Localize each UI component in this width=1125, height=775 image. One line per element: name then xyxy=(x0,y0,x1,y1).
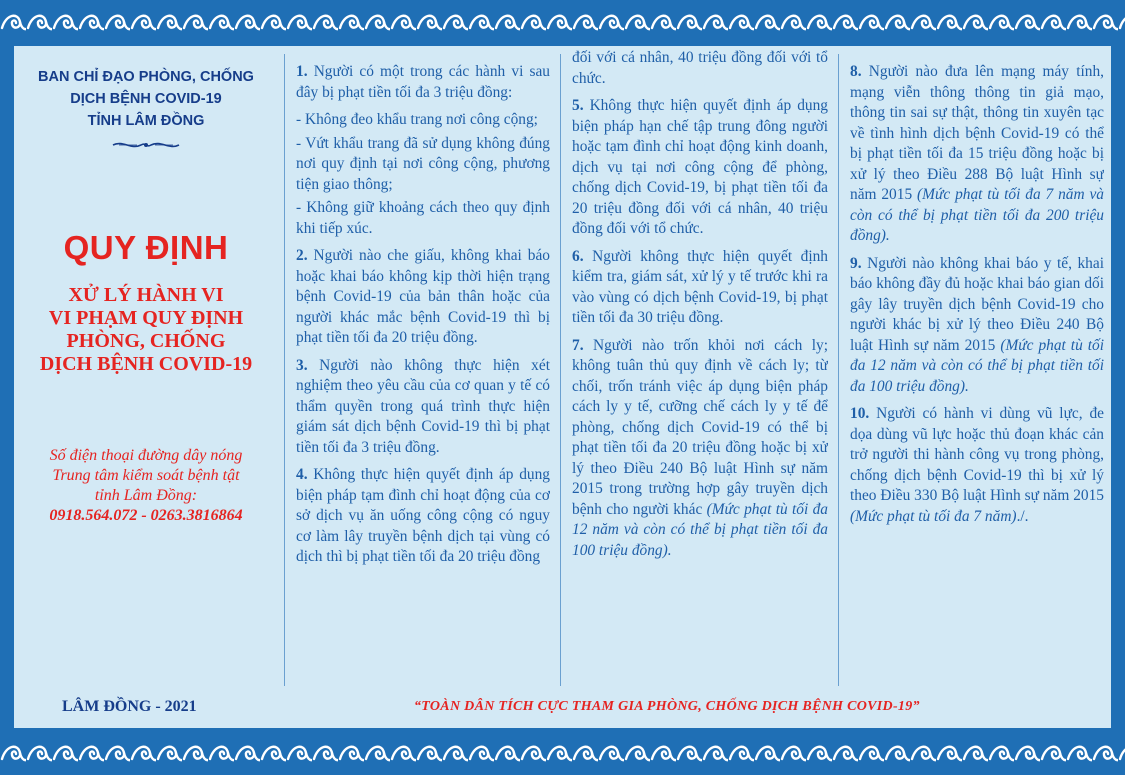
rule-1 xyxy=(296,62,550,103)
organization-heading xyxy=(14,66,278,132)
organization-line-1: BAN CHỈ ĐẠO PHÒNG, CHỐNG xyxy=(38,69,254,85)
rule-6 xyxy=(572,247,828,329)
rules-column-3 xyxy=(850,62,1104,682)
rule-text: Người nào không khai báo y tế, khai báo không đầy đủ hoặc khai báo gian dối gây lây truyền dịch bệnh Covid-19 cho người khác bị xử lý theo Điều 240 Bộ luật Hình sự năm 2015 xyxy=(850,254,1104,354)
footer-slogan: “TOÀN DÂN TÍCH CỰC THAM GIA PHÒNG, CHỐNG DỊCH BỆNH COVID-19” xyxy=(414,699,920,714)
page-subtitle xyxy=(14,284,278,376)
left-column xyxy=(14,46,278,686)
rule-number: 3. xyxy=(296,356,308,374)
column-divider xyxy=(560,54,561,686)
rule-note: (Mức phạt tù tối đa 7 năm) xyxy=(850,507,1017,525)
rule-number: 10. xyxy=(850,405,870,422)
rule-end-mark: ./. xyxy=(1016,507,1029,525)
rule-text: Không thực hiện quyết định áp dụng biện pháp hạn chế tập trung đông người hoặc tạm đình chỉ hoạt động kinh doanh, dịch vụ tại nơi công cộng để phòng, chống dịch Covid-19, bị phạt tiền tối đa 20 triệu đồng đối với cá nhân, 40 triệu đồng đối với tổ chức. xyxy=(572,97,828,237)
rule-text: Người nào đưa lên mạng máy tính, mạng viễn thông thông tin giả mạo, thông tin sai sự thật, thông tin xuyên tạc về tình hình dịch bệnh Covid-19 có thể bị phạt tiền tối đa 15 triệu đồng hoặc bị xử lý theo Điều 288 Bộ luật Hình sự năm 2015 xyxy=(850,63,1104,203)
rule-number: 8. xyxy=(850,63,862,80)
rule-number: 4. xyxy=(296,466,308,483)
bottom-wave-border xyxy=(0,731,1125,775)
subtitle-line-2: VI PHẠM QUY ĐỊNH xyxy=(48,307,244,329)
page-title: QUY ĐỊNH xyxy=(63,229,229,266)
rule-2 xyxy=(296,246,550,349)
rule-text: Người nào che giấu, không khai báo hoặc khai báo không kịp thời hiện trạng bệnh Covid-19 của bản thân hoặc của người khác mắc bệnh Covid-19 thì bị phạt tiền tối đa 20 triệu đồng. xyxy=(296,247,550,346)
column-divider xyxy=(284,54,285,686)
rule-note: (Mức phạt tù tối đa 7 năm và còn có thể bị phạt tiền tối đa 200 triệu đồng). xyxy=(850,186,1104,244)
subtitle-line-4: DỊCH BỆNH COVID-19 xyxy=(39,353,253,375)
rule-3 xyxy=(296,356,550,459)
rule-5 xyxy=(572,96,828,240)
rule-number: 1. xyxy=(296,63,308,80)
rule-text: Người không thực hiện quyết định kiểm tra, giám sát, xử lý y tế trước khi ra vào vùng có dịch bệnh Covid-19, bị phạt tiền tối đa 30 triệu đồng. xyxy=(572,247,828,326)
rule-1-item-1: - Không đeo khẩu trang nơi công cộng; xyxy=(296,111,538,128)
rule-text: Người có hành vi dùng vũ lực, đe dọa dùng vũ lực hoặc thủ đoạn khác cản trở người thi hành công vụ trong phòng, chống dịch bệnh Covid-19 thì bị xử lý theo Điều 330 Bộ luật Hình sự năm 2015 xyxy=(850,405,1104,504)
rule-text: Người nào trốn khỏi nơi cách ly; không tuân thủ quy định về cách ly; từ chối, trốn tránh việc áp dụng biện pháp cách ly y tế, cưỡng chế cách ly y tế để phòng, chống dịch Covid-19 có thể bị phạt tiền tối đa 20 triệu đồng hoặc bị xử lý theo Điều 240 Bộ luật Hình sự năm 2015 trong trường hợp gây truyền dịch bệnh cho người khác xyxy=(572,336,828,518)
rule-10 xyxy=(850,404,1104,527)
hotline-line-1: Số điện thoại đường dây nóng xyxy=(49,447,243,464)
ornament-divider-icon xyxy=(111,139,181,151)
rule-1-item-3: - Không giữ khoảng cách theo quy định khi tiếp xúc. xyxy=(296,199,550,237)
top-wave-border xyxy=(0,0,1125,44)
rules-column-1 xyxy=(296,62,550,682)
hotline-numbers: 0918.564.072 - 0263.3816864 xyxy=(49,507,243,524)
rule-number: 7. xyxy=(572,336,584,354)
rule-9 xyxy=(850,254,1104,398)
rules-column-2 xyxy=(572,48,828,668)
rule-4-continued: đối với cá nhân, 40 triệu đồng đối với tổ chức. xyxy=(572,49,828,87)
rule-note: (Mức phạt tù tối đa 12 năm và còn có thể bị phạt tiền tối đa 100 triệu đồng). xyxy=(572,500,828,559)
organization-line-3: TỈNH LÂM ĐỒNG xyxy=(87,113,205,129)
rule-text: Không thực hiện quyết định áp dụng biện pháp tạm đình chỉ hoạt động của cơ sở dịch vụ ăn uống công cộng có nguy cơ làm lây truyền bệnh dịch tại vùng có dịch thì bị phạt tiền tối đa 20 triệu đồng xyxy=(296,466,550,565)
footer-place-year: LÂM ĐỒNG - 2021 xyxy=(62,698,197,715)
rule-number: 2. xyxy=(296,247,308,264)
rule-text: Người nào không thực hiện xét nghiệm theo yêu cầu của cơ quan y tế có thẩm quyền trong quá trình thực hiện giám sát dịch bệnh Covid-19 thì bị phạt tiền tối đa 3 triệu đồng. xyxy=(296,356,550,456)
organization-line-2: DỊCH BỆNH COVID-19 xyxy=(70,91,222,107)
rule-note: (Mức phạt tù tối đa 12 năm và còn có thể bị phạt tiền tối đa 100 triệu đồng). xyxy=(850,336,1104,395)
content-panel xyxy=(14,46,1111,728)
rule-4 xyxy=(296,465,550,568)
hotline-line-3: tỉnh Lâm Đồng: xyxy=(94,487,198,504)
rule-text: Người có một trong các hành vi sau đây bị phạt tiền tối đa 3 triệu đồng: xyxy=(296,63,550,101)
rule-number: 6. xyxy=(572,247,584,265)
rule-number: 9. xyxy=(850,254,862,272)
rule-1-item-2: - Vứt khẩu trang đã sử dụng không đúng nơi quy định tại nơi công cộng, phương tiện giao thông; xyxy=(296,134,550,193)
rule-8 xyxy=(850,62,1104,247)
subtitle-line-3: PHÒNG, CHỐNG xyxy=(66,330,226,352)
subtitle-line-1: XỬ LÝ HÀNH VI xyxy=(68,284,224,306)
rule-number: 5. xyxy=(572,97,584,114)
hotline-line-2: Trung tâm kiểm soát bệnh tật xyxy=(52,467,240,484)
rule-7 xyxy=(572,336,828,562)
column-divider xyxy=(838,54,839,686)
hotline-block xyxy=(14,446,278,526)
